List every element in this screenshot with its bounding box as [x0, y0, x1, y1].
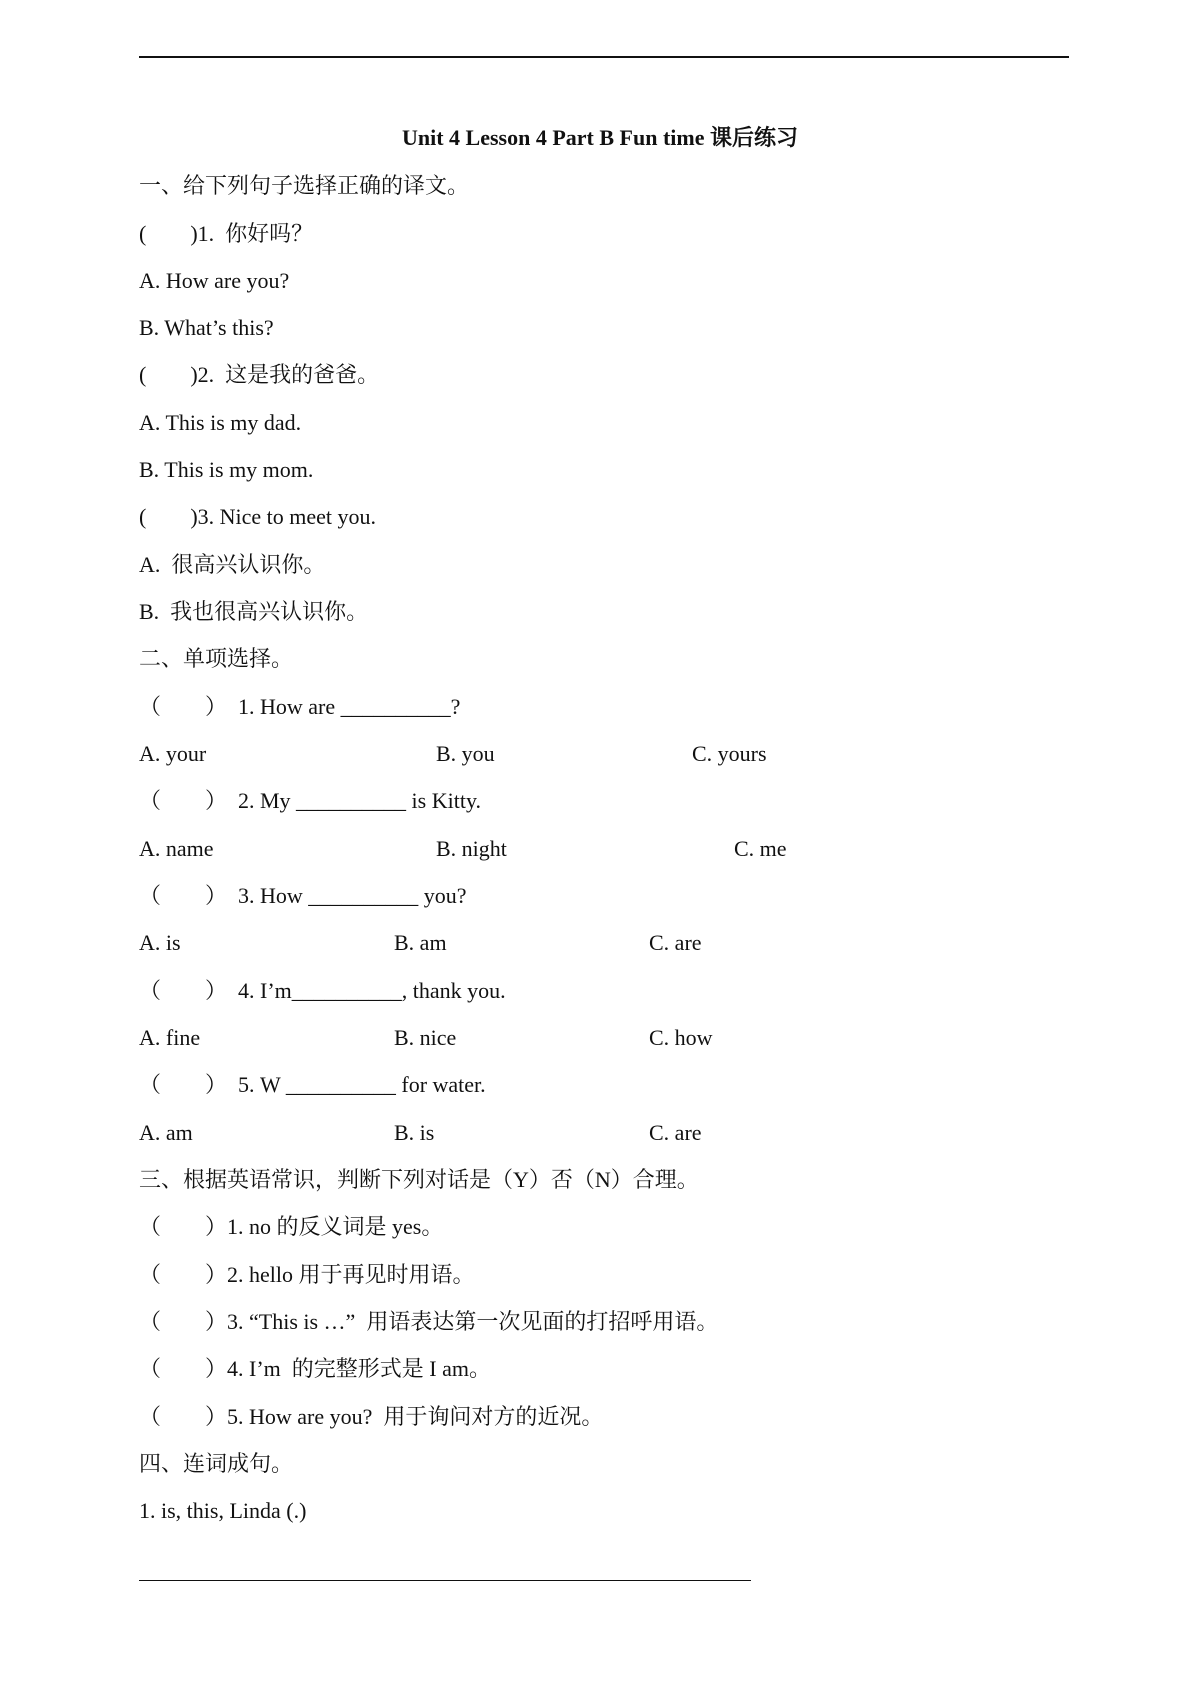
s2-question-5: （ ） 5. W __________ for water.: [139, 1072, 486, 1097]
s3-question-3: （ ）3. “This is …” 用语表达第一次见面的打招呼用语。: [139, 1309, 719, 1334]
header-rule: [139, 56, 1069, 58]
s2-q1-option-a: A. your: [139, 741, 207, 766]
s2-q5-option-c: C. are: [649, 1120, 702, 1145]
s2-question-1: （ ） 1. How are __________?: [139, 694, 461, 719]
s1-q2-option-b: B. This is my mom.: [139, 457, 314, 482]
s2-question-3: （ ） 3. How __________ you?: [139, 883, 467, 908]
s2-q2-option-a: A. name: [139, 836, 214, 861]
s2-q4-option-b: B. nice: [394, 1025, 457, 1050]
s2-question-2: （ ） 2. My __________ is Kitty.: [139, 788, 482, 813]
s3-question-5: （ ）5. How are you? 用于询问对方的近况。: [139, 1404, 604, 1429]
s1-question-2: ( )2. 这是我的爸爸。: [139, 362, 380, 387]
s1-q1-option-b: B. What’s this?: [139, 315, 274, 340]
s2-q2-option-c: C. me: [734, 836, 787, 861]
s1-question-3: ( )3. Nice to meet you.: [139, 504, 377, 529]
s1-q3-option-b: B. 我也很高兴认识你。: [139, 599, 369, 624]
s4-question-1: 1. is, this, Linda (.): [139, 1498, 307, 1523]
s1-q2-option-a: A. This is my dad.: [139, 410, 302, 435]
s2-q2-option-b: B. night: [436, 836, 507, 861]
worksheet-title: Unit 4 Lesson 4 Part B Fun time 课后练习: [401, 125, 798, 150]
s2-q3-option-c: C. are: [649, 930, 702, 955]
s2-q1-option-c: C. yours: [692, 741, 767, 766]
section1-heading: 一、给下列句子选择正确的译文。: [139, 173, 470, 198]
s1-q1-option-a: A. How are you?: [139, 268, 290, 293]
s3-question-1: （ ）1. no 的反义词是 yes。: [139, 1214, 444, 1239]
s1-q3-option-a: A. 很高兴认识你。: [139, 552, 326, 577]
s2-q4-option-c: C. how: [649, 1025, 713, 1050]
section4-heading: 四、连词成句。: [139, 1451, 294, 1476]
s2-q3-option-a: A. is: [139, 930, 181, 955]
s3-question-2: （ ）2. hello 用于再见时用语。: [139, 1262, 475, 1287]
s2-q5-option-b: B. is: [394, 1120, 435, 1145]
s3-question-4: （ ）4. I’m 的完整形式是 I am。: [139, 1356, 491, 1381]
s1-question-1: ( )1. 你好吗？: [139, 221, 314, 246]
s2-q1-option-b: B. you: [436, 741, 495, 766]
s2-q5-option-a: A. am: [139, 1120, 193, 1145]
answer-line: [139, 1580, 751, 1581]
s2-q3-option-b: B. am: [394, 930, 447, 955]
section3-heading: 三、根据英语常识，判断下列对话是（Y）否（N）合理。: [139, 1167, 699, 1192]
s2-question-4: （ ） 4. I’m__________, thank you.: [139, 978, 506, 1003]
s2-q4-option-a: A. fine: [139, 1025, 201, 1050]
section2-heading: 二、单项选择。: [139, 646, 294, 671]
